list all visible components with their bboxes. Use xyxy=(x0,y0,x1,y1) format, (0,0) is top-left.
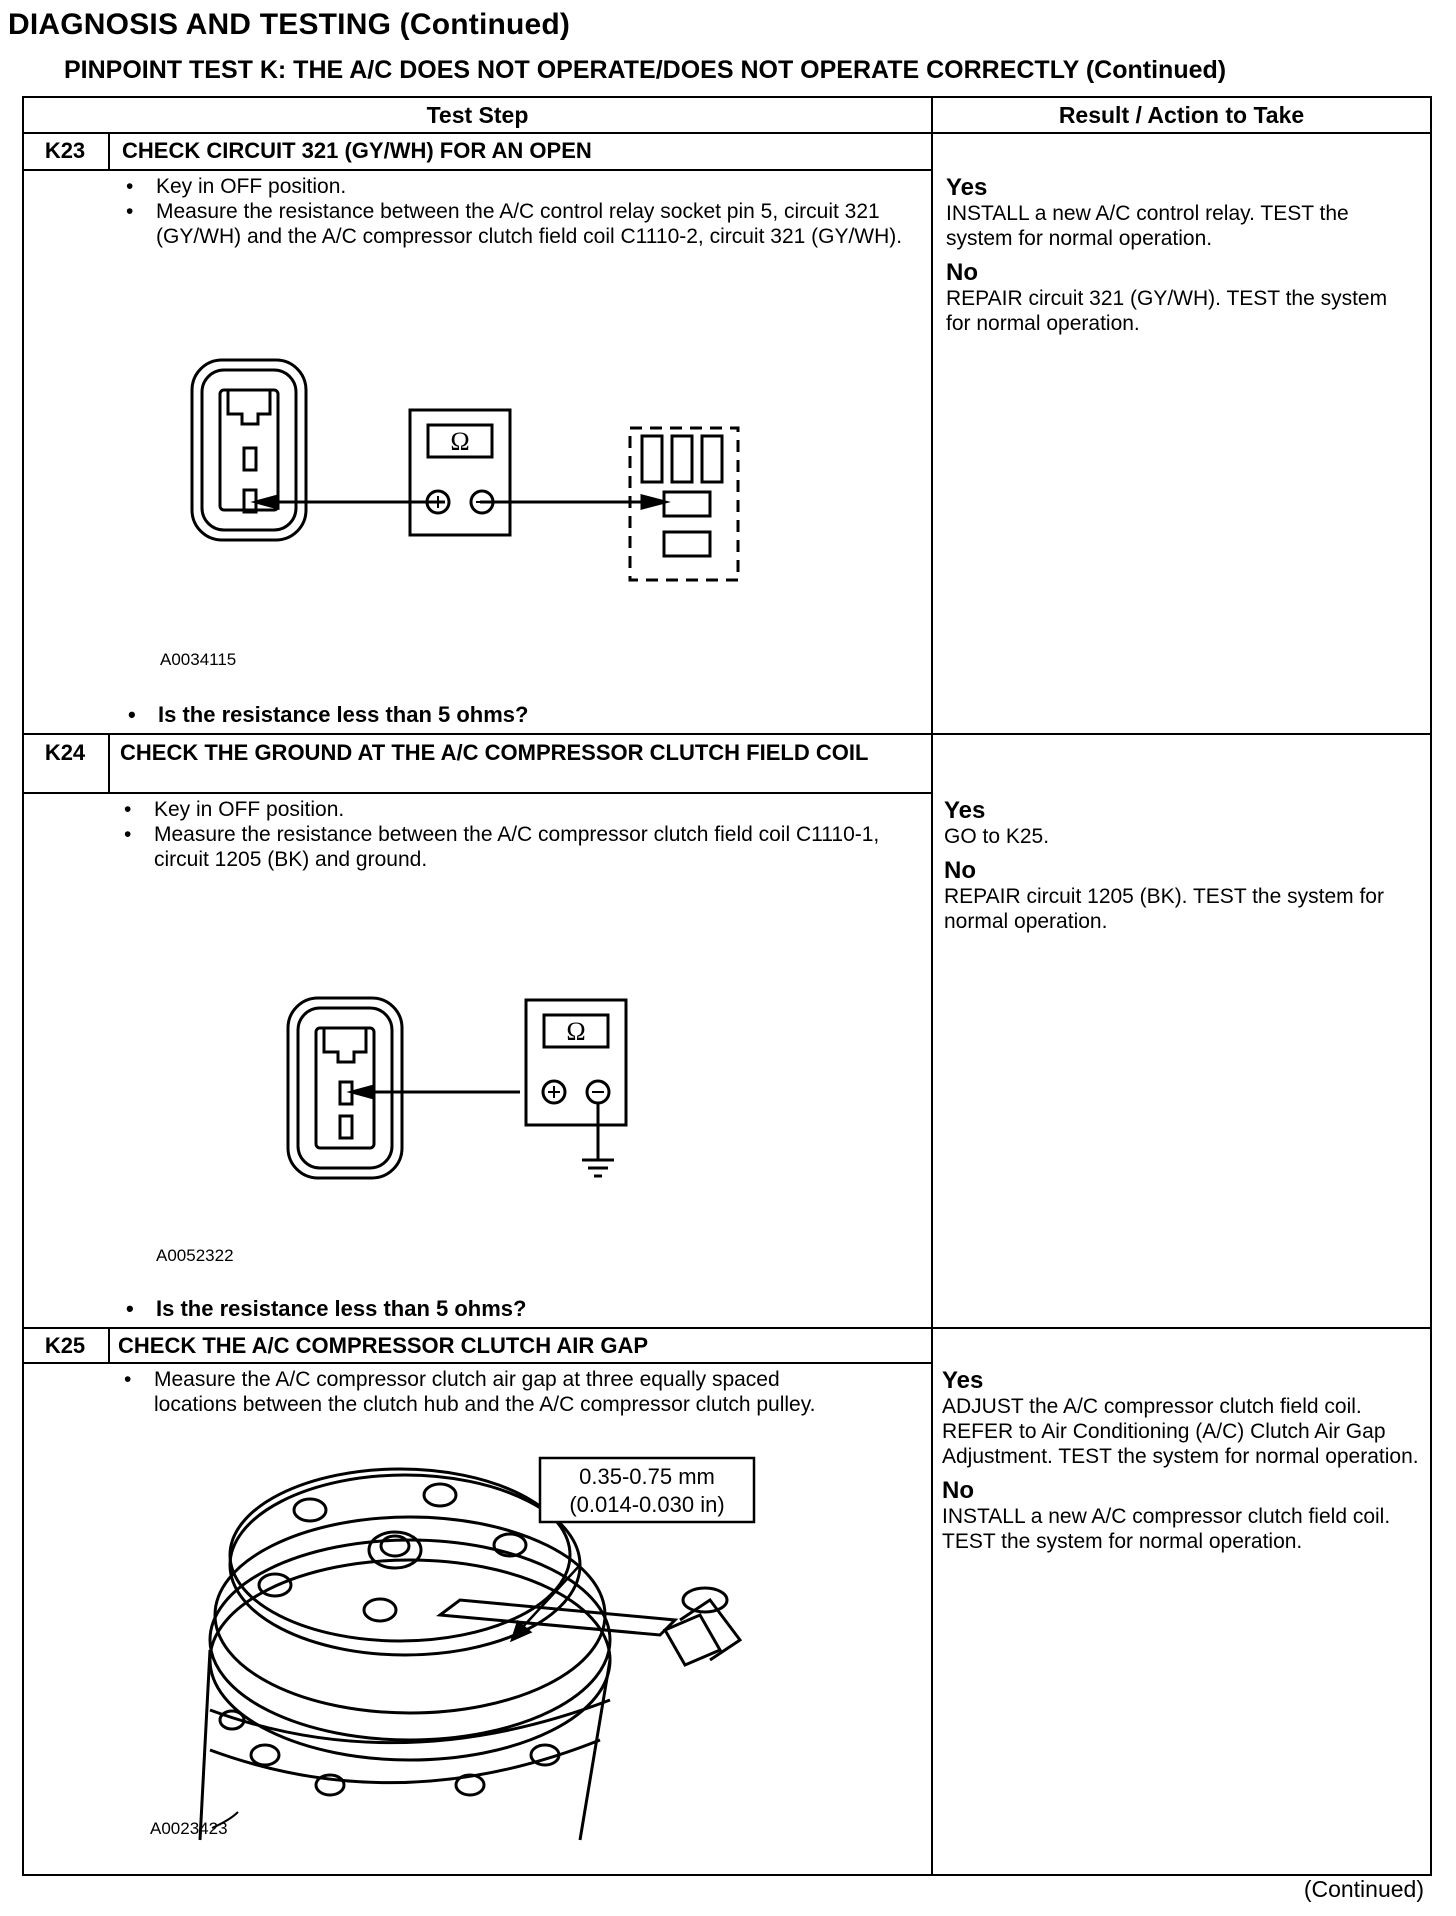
result-yes-label: Yes xyxy=(946,174,988,201)
result-block xyxy=(942,1367,1422,1554)
continued-note: (Continued) xyxy=(1303,1876,1424,1902)
result-block xyxy=(944,797,1414,934)
col-header-test-step: Test Step xyxy=(426,102,529,128)
step-id: K25 xyxy=(44,1333,86,1358)
step-question: • Is the resistance less than 5 ohms? xyxy=(158,702,528,728)
result-no-text: INSTALL a new A/C compressor clutch field coil. TEST the system for normal operation. xyxy=(942,1505,1391,1553)
row-divider xyxy=(22,733,1432,735)
step-id: K23 xyxy=(44,138,86,163)
col-header-result: Result / Action to Take xyxy=(1058,102,1305,128)
ground-symbol-icon xyxy=(582,1103,614,1176)
ground-circuit-diagram xyxy=(280,992,650,1192)
relay-circuit-diagram xyxy=(180,350,750,590)
step-title-divider xyxy=(22,1362,932,1364)
step-id-divider xyxy=(108,132,110,170)
air-gap-in: (0.014-0.030 in) xyxy=(569,1492,725,1517)
figure-id: A0034115 xyxy=(160,650,237,669)
ohm-symbol: Ω xyxy=(450,427,470,456)
result-block xyxy=(946,174,1416,336)
column-divider xyxy=(931,96,933,1876)
step-id-divider xyxy=(108,733,110,793)
step-id: K24 xyxy=(44,740,86,765)
pinpoint-test-title: PINPOINT TEST K: THE A/C DOES NOT OPERATE/DOES NOT OPERATE CORRECTLY (Continued) xyxy=(64,56,1227,84)
result-no-label: No xyxy=(944,857,976,884)
bullet-item: • Measure the resistance between the A/C compressor clutch field coil C1110-1, circuit 1205 (BK) and ground. xyxy=(116,822,906,872)
bullet-item: • Measure the A/C compressor clutch air gap at three equally spaced locations between the clutch hub and the A/C compressor clutch pulley. xyxy=(116,1367,856,1417)
step-bullets xyxy=(116,1367,856,1417)
figure-id: A0052322 xyxy=(156,1246,234,1265)
step-bullets xyxy=(118,174,908,249)
bullet-item: • Key in OFF position. xyxy=(118,174,908,199)
compressor-clutch-illustration xyxy=(140,1450,800,1850)
air-gap-mm: 0.35-0.75 mm xyxy=(579,1464,715,1489)
step-bullets xyxy=(116,797,906,872)
result-yes-label: Yes xyxy=(942,1367,984,1394)
header-divider xyxy=(22,132,1432,134)
connector-icon xyxy=(288,998,402,1178)
connector-icon xyxy=(192,360,306,540)
result-yes-text: ADJUST the A/C compressor clutch field coil. REFER to Air Conditioning (A/C) Clutch Air Gap Adjustment. TEST the system for normal operation. xyxy=(942,1395,1419,1468)
result-yes-label: Yes xyxy=(944,797,986,824)
result-yes-text: GO to K25. xyxy=(944,825,1050,848)
step-title: CHECK CIRCUIT 321 (GY/WH) FOR AN OPEN xyxy=(122,138,592,163)
row-divider xyxy=(22,1327,1432,1329)
result-no-label: No xyxy=(946,259,978,286)
step-id-divider xyxy=(108,1327,110,1363)
step-question: • Is the resistance less than 5 ohms? xyxy=(156,1296,526,1322)
step-title: CHECK THE GROUND AT THE A/C COMPRESSOR CLUTCH FIELD COIL xyxy=(120,740,869,765)
result-no-label: No xyxy=(942,1477,974,1504)
step-title-divider xyxy=(22,792,932,794)
bullet-item: • Measure the resistance between the A/C control relay socket pin 5, circuit 321 (GY/WH) and the A/C compressor clutch field coil C1110-2, circuit 321 (GY/WH). xyxy=(118,199,908,249)
step-title-divider xyxy=(22,169,932,171)
step-title: CHECK THE A/C COMPRESSOR CLUTCH AIR GAP xyxy=(118,1333,649,1358)
result-no-text: REPAIR circuit 1205 (BK). TEST the system for normal operation. xyxy=(944,885,1384,933)
result-no-text: REPAIR circuit 321 (GY/WH). TEST the system for normal operation. xyxy=(946,287,1388,335)
result-yes-text: INSTALL a new A/C control relay. TEST the system for normal operation. xyxy=(946,202,1349,250)
figure-id: A0023423 xyxy=(150,1819,228,1838)
ohm-symbol: Ω xyxy=(566,1017,586,1046)
page-title: DIAGNOSIS AND TESTING (Continued) xyxy=(8,8,571,41)
bullet-item: • Key in OFF position. xyxy=(116,797,906,822)
